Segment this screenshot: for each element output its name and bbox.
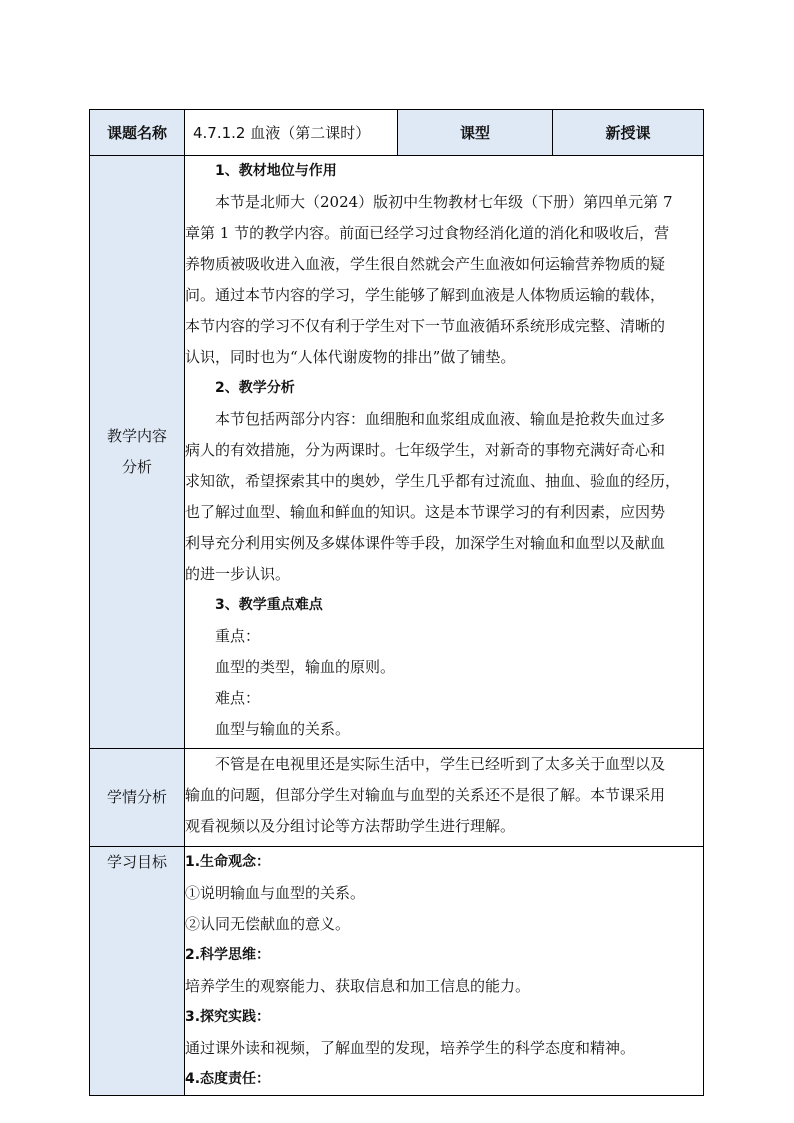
- objective-4-heading: 4.态度责任：: [185, 1071, 271, 1087]
- section-2-line: 的进一步认识。: [185, 565, 291, 583]
- section-1-line: 问。通过本节内容的学习，学生能够了解到血液是人体物质运输的载体，: [185, 286, 666, 304]
- objective-2-heading: 2.科学思维：: [185, 947, 271, 963]
- student-analysis-body: [185, 749, 704, 847]
- key-point-text: 血型的类型，输血的原则。: [215, 658, 396, 676]
- objective-1-item: ①说明输血与血型的关系。: [185, 884, 366, 902]
- course-type-label: 课型: [398, 110, 553, 156]
- section-1-line: 本节是北师大（2024）版初中生物教材七年级（下册）第四单元第 7: [215, 193, 673, 211]
- objective-2-text: 培养学生的观察能力、获取信息和加工信息的能力。: [185, 977, 531, 995]
- course-name-label: 课题名称: [90, 110, 185, 156]
- section-1-heading: 1、教材地位与作用: [215, 163, 337, 179]
- section-2-line: 病人的有效措施，分为两课时。七年级学生，对新奇的事物充满好奇心和: [185, 441, 666, 459]
- section-2-line: 也了解过血型、输血和鲜血的知识。这是本节课学习的有利因素，应因势: [185, 503, 666, 521]
- objectives-body: [185, 847, 704, 1096]
- section-2-heading: 2、教学分析: [215, 380, 295, 396]
- difficulty-text: 血型与输血的关系。: [215, 720, 351, 738]
- student-analysis-line: 观看视频以及分组讨论等方法帮助学生进行理解。: [185, 817, 516, 835]
- difficulty-label: 难点：: [215, 689, 261, 707]
- section-1-line: 本节内容的学习不仅有利于学生对下一节血液循环系统形成完整、清晰的: [185, 317, 666, 335]
- section-2-line: 求知欲，希望探索其中的奥妙，学生几乎都有过流血、抽血、验血的经历，: [185, 472, 681, 490]
- lesson-plan-table: [89, 109, 704, 1096]
- section-1-line: 养物质被吸收进入血液，学生很自然就会产生血液如何运输营养物质的疑: [185, 255, 666, 273]
- course-title: 4.7.1.2 血液（第二课时）: [185, 110, 398, 156]
- objective-3-heading: 3.探究实践：: [185, 1009, 271, 1025]
- content-analysis-row: [90, 156, 704, 749]
- content-analysis-body: [185, 156, 704, 749]
- section-1-line: 认识，同时也为“人体代谢废物的排出”做了铺垫。: [185, 348, 516, 366]
- student-analysis-row: [90, 749, 704, 847]
- objective-1-heading: 1.生命观念：: [185, 854, 271, 870]
- section-3-heading: 3、教学重点难点: [215, 597, 323, 613]
- objectives-row: [90, 847, 704, 1096]
- section-1-line: 章第 1 节的教学内容。前面已经学习过食物经消化道的消化和吸收后，营: [185, 224, 670, 242]
- objective-3-text: 通过课外读和视频，了解血型的发现，培养学生的科学态度和精神。: [185, 1039, 636, 1057]
- student-analysis-line: 不管是在电视里还是实际生活中，学生已经听到了太多关于血型以及: [215, 755, 666, 773]
- section-2-line: 本节包括两部分内容：血细胞和血浆组成血液、输血是抢救失血过多: [215, 410, 666, 428]
- content-analysis-label-line2: 分析: [121, 458, 152, 476]
- header-row: [90, 110, 704, 156]
- student-analysis-line: 输血的问题，但部分学生对输血与血型的关系还不是很了解。本节课采用: [185, 786, 666, 804]
- content-analysis-label: [90, 156, 185, 749]
- course-type-value: 新授课: [553, 110, 704, 156]
- key-point-label: 重点：: [215, 627, 261, 645]
- objective-1-item: ②认同无偿献血的意义。: [185, 915, 351, 933]
- section-2-line: 利导充分利用实例及多媒体课件等手段，加深学生对输血和血型以及献血: [185, 534, 666, 552]
- objectives-label: 学习目标: [90, 847, 185, 1096]
- content-analysis-label-line1: 教学内容: [106, 427, 167, 445]
- student-analysis-label: 学情分析: [90, 749, 185, 847]
